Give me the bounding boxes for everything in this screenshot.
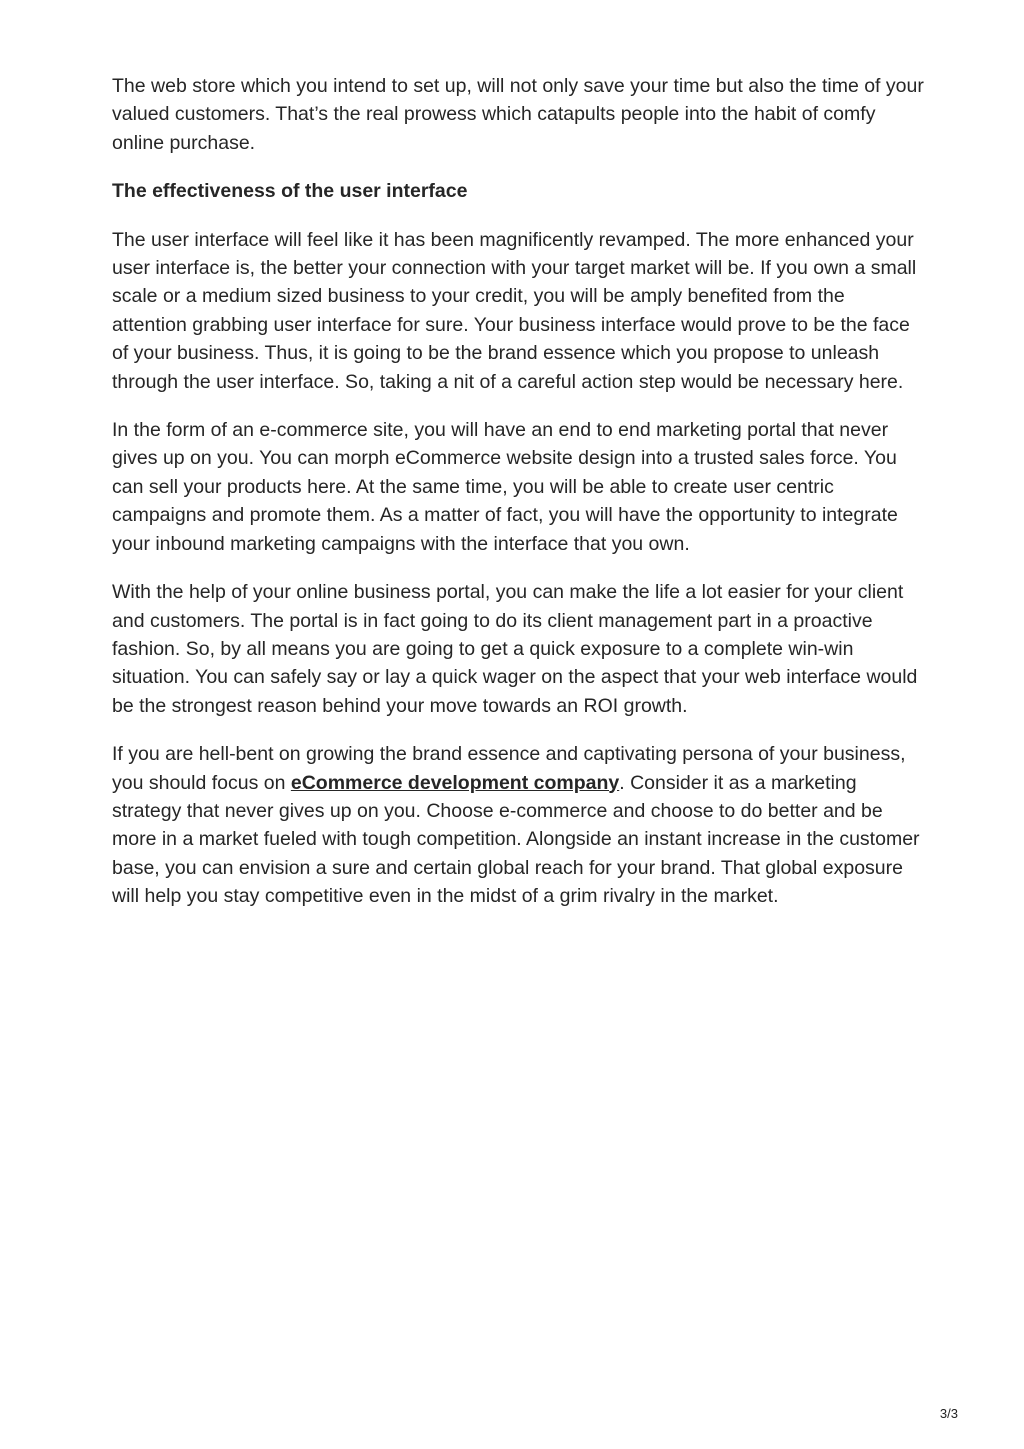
paragraph-intro: The web store which you intend to set up, will not only save your time but also the time of your valued customers. That’s the real prowess which catapults people into the habit of comfy online purchase.: [112, 75, 924, 154]
ecommerce-development-company-link[interactable]: eCommerce development company: [290, 771, 620, 794]
section-heading: The effectiveness of the user interface: [112, 180, 468, 203]
paragraph-brand-essence-end: . Consider it as a marketing strategy that never gives up on you. Choose e-commerce and choose to do better and be more in a market fueled with tough competition. Alongside an instant increase in the customer base, you can envision a sure and certain global reach for your brand. That global exposure will help you stay competitive even in the midst of a grim rivalry in the market.: [112, 771, 920, 908]
paragraph-brand-essence: [112, 740, 924, 910]
page-number: 3/3: [939, 1406, 958, 1421]
article-body: [112, 72, 924, 931]
paragraph-ecommerce-site: In the form of an e-commerce site, you will have an end to end marketing portal that never gives up on you. You can morph eCommerce website design into a trusted sales force. You can sell your products here. At the same time, you will be able to create user centric campaigns and promote them. As a matter of fact, you will have the opportunity to integrate your inbound marketing campaigns with the interface that you own.: [112, 419, 898, 555]
paragraph-user-interface: The user interface will feel like it has been magnificently revamped. The more enhanced your user interface is, the better your connection with your target market will be. If you own a small scale or a medium sized business to your credit, you will be amply benefited from the attention grabbing user interface for sure. Your business interface would prove to be the face of your business. Thus, it is going to be the brand essence which you propose to unleash through the user interface. So, taking a nit of a careful action step would be necessary here.: [112, 228, 917, 393]
paragraph-business-portal: With the help of your online business portal, you can make the life a lot easier for your client and customers. The portal is in fact going to do its client management part in a proactive fashion. So, by all means you are going to get a quick exposure to a complete win-win situation. You can safely say or lay a quick wager on the aspect that your web interface would be the strongest reason behind your move towards an ROI growth.: [112, 581, 918, 717]
paragraph-brand-essence-start: If you are hell-bent on growing the brand essence and captivating persona of your business, you should focus on: [112, 743, 906, 794]
